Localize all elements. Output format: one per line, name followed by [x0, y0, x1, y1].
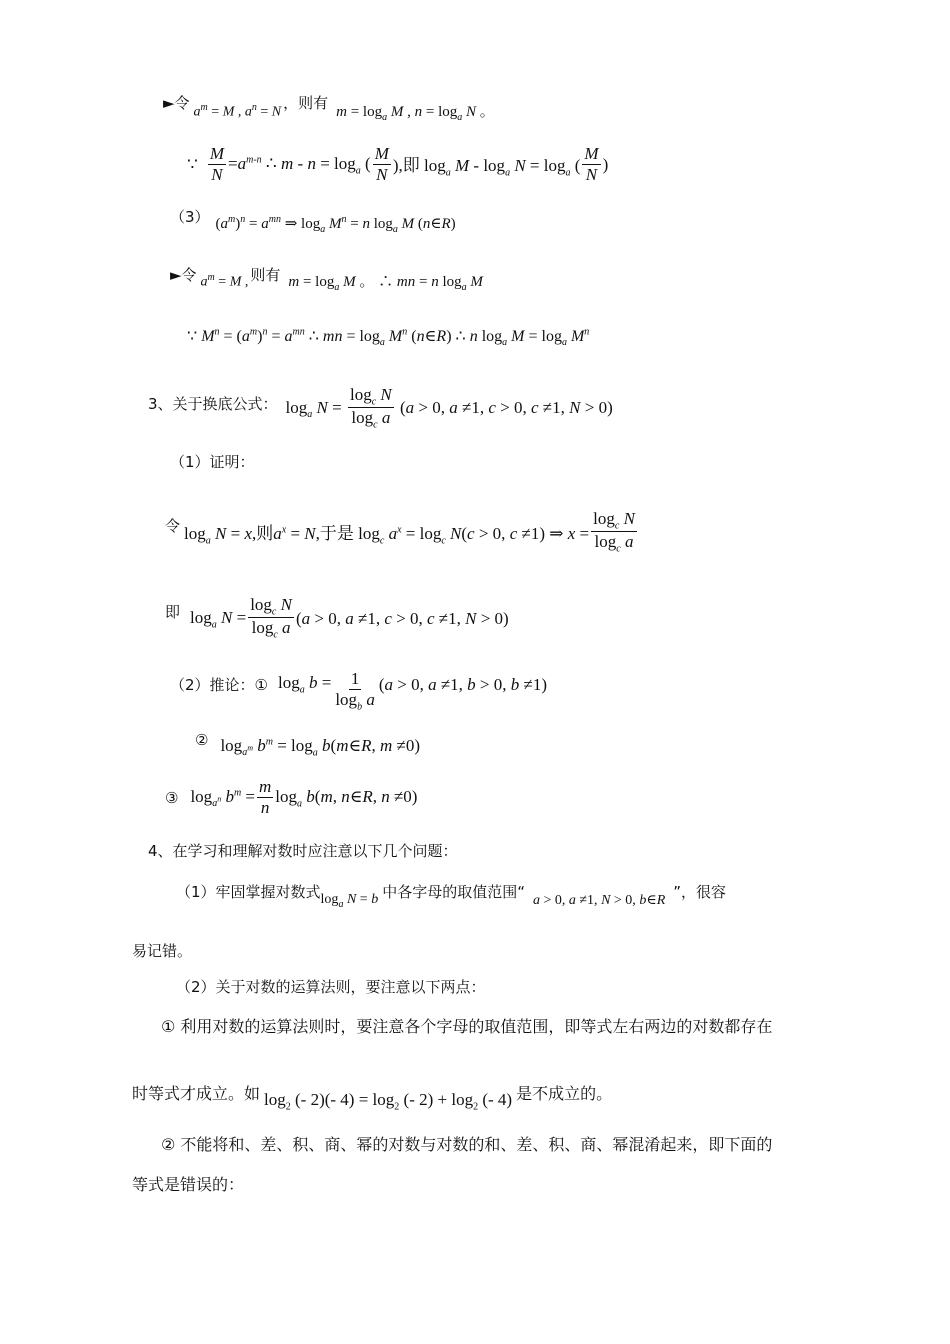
label-3: （3）	[170, 208, 210, 226]
paragraph-5: ② 不能将和、差、积、商、幂的对数与对数的和、差、积、商、幂混淆起来，即下面的	[161, 1135, 773, 1154]
math-expression: $a^m = M$ , $a^n = N$	[193, 102, 282, 120]
paragraph-4: 时等式才成立。如 $\log_2$ (- 2)(- $4) = \log_2$ (- $2) + \log_2$ (- 4) 是不成立的。	[132, 1083, 613, 1113]
paragraph-1-cont: 易记错。	[132, 942, 193, 960]
derivation-line-4	[170, 256, 483, 293]
math-expression: $(a^m)^n = a^{mn}$ ⇒ $\log_a M^n = n$ $\log_a M$ (n∈R)	[215, 214, 456, 235]
corollary-2: ② $\log_{a^m} b^m = \log_a$ b(m∈R, m ≠0)	[195, 731, 420, 759]
derivation-line-5: ∵ $M^n = (a^m)^n = a^{mn}$ ∴ mn = $\log_a M^n$ (n∈R) ∴ n $\log_a M = \log_a M^n$	[187, 326, 590, 349]
label-let: ►令	[170, 266, 197, 284]
math-expression: $m = \log_a M$ , $n = \log_a N$ 。	[336, 104, 495, 123]
rule-3	[170, 198, 456, 235]
label-let: ►令	[163, 94, 190, 112]
proof-line: 令 $\log_a N = x$,则$a^x = N$,于是 $\log_c a^x = \log_c N(c > 0$, c ≠1) ⇒ x = $\frac{\log_c N}{\log_c a}$	[165, 509, 635, 555]
section-3-label: 3、关于换底公式：	[148, 395, 278, 414]
math-expression: $a^m = M$ ,	[200, 272, 249, 290]
proof-label: （1）证明：	[170, 453, 255, 471]
math-expression: $m = \log_a M$ 。 ∴ mn = n $\log_a M$	[288, 274, 483, 293]
paragraph-5-cont: 等式是错误的：	[132, 1175, 245, 1194]
paragraph-3: ① 利用对数的运算法则时，要注意各个字母的取值范围，即等式左右两边的对数都存在	[161, 1017, 773, 1036]
corollary-3: ③ $\log_{a^n} b^m$ = $\frac{m}{n}$ $\log_a b(m$, n∈R, n ≠0)	[165, 777, 418, 817]
change-of-base-formula: $\log_a N$ = $\frac{\log_c N}{\log_c a}$ (a > 0, a ≠1, c > 0, c ≠1, N > 0)	[285, 385, 613, 431]
section-3-heading	[148, 376, 613, 432]
paragraph-1: （1）牢固掌握对数式 $\log_a N = b$ 中各字母的取值范围“ a > 0, a ≠1, N > 0, b∈R ”，很容	[176, 883, 727, 910]
corollary-1: （2）推论：① $\log_a b$ = $\frac{1}{\log_b a}$ (a > 0, a ≠1, b > 0, b ≠1)	[170, 669, 548, 713]
therefore-line: 即 $\log_a N$ = $\frac{\log_c N}{\log_c a}$ (a > 0, a ≠1, c > 0, c ≠1, N > 0)	[165, 595, 509, 641]
text-then: 则有	[250, 266, 281, 284]
paragraph-2: （2）关于对数的运算法则，要注意以下两点：	[176, 978, 486, 996]
derivation-line-1	[163, 82, 495, 123]
text-then: ，则有	[283, 94, 329, 112]
section-4-heading: 4、在学习和理解对数时应注意以下几个问题：	[148, 842, 458, 860]
derivation-line-2: ∵ $\frac{M}{N}$ $=a^{m-n}$ ∴ $m - n = \log_a$ ( $\frac{M}{N}$ ),即 $\log_a M - \log_a N = \log_a$ ( $\frac{M}{N}$ )	[187, 144, 609, 184]
